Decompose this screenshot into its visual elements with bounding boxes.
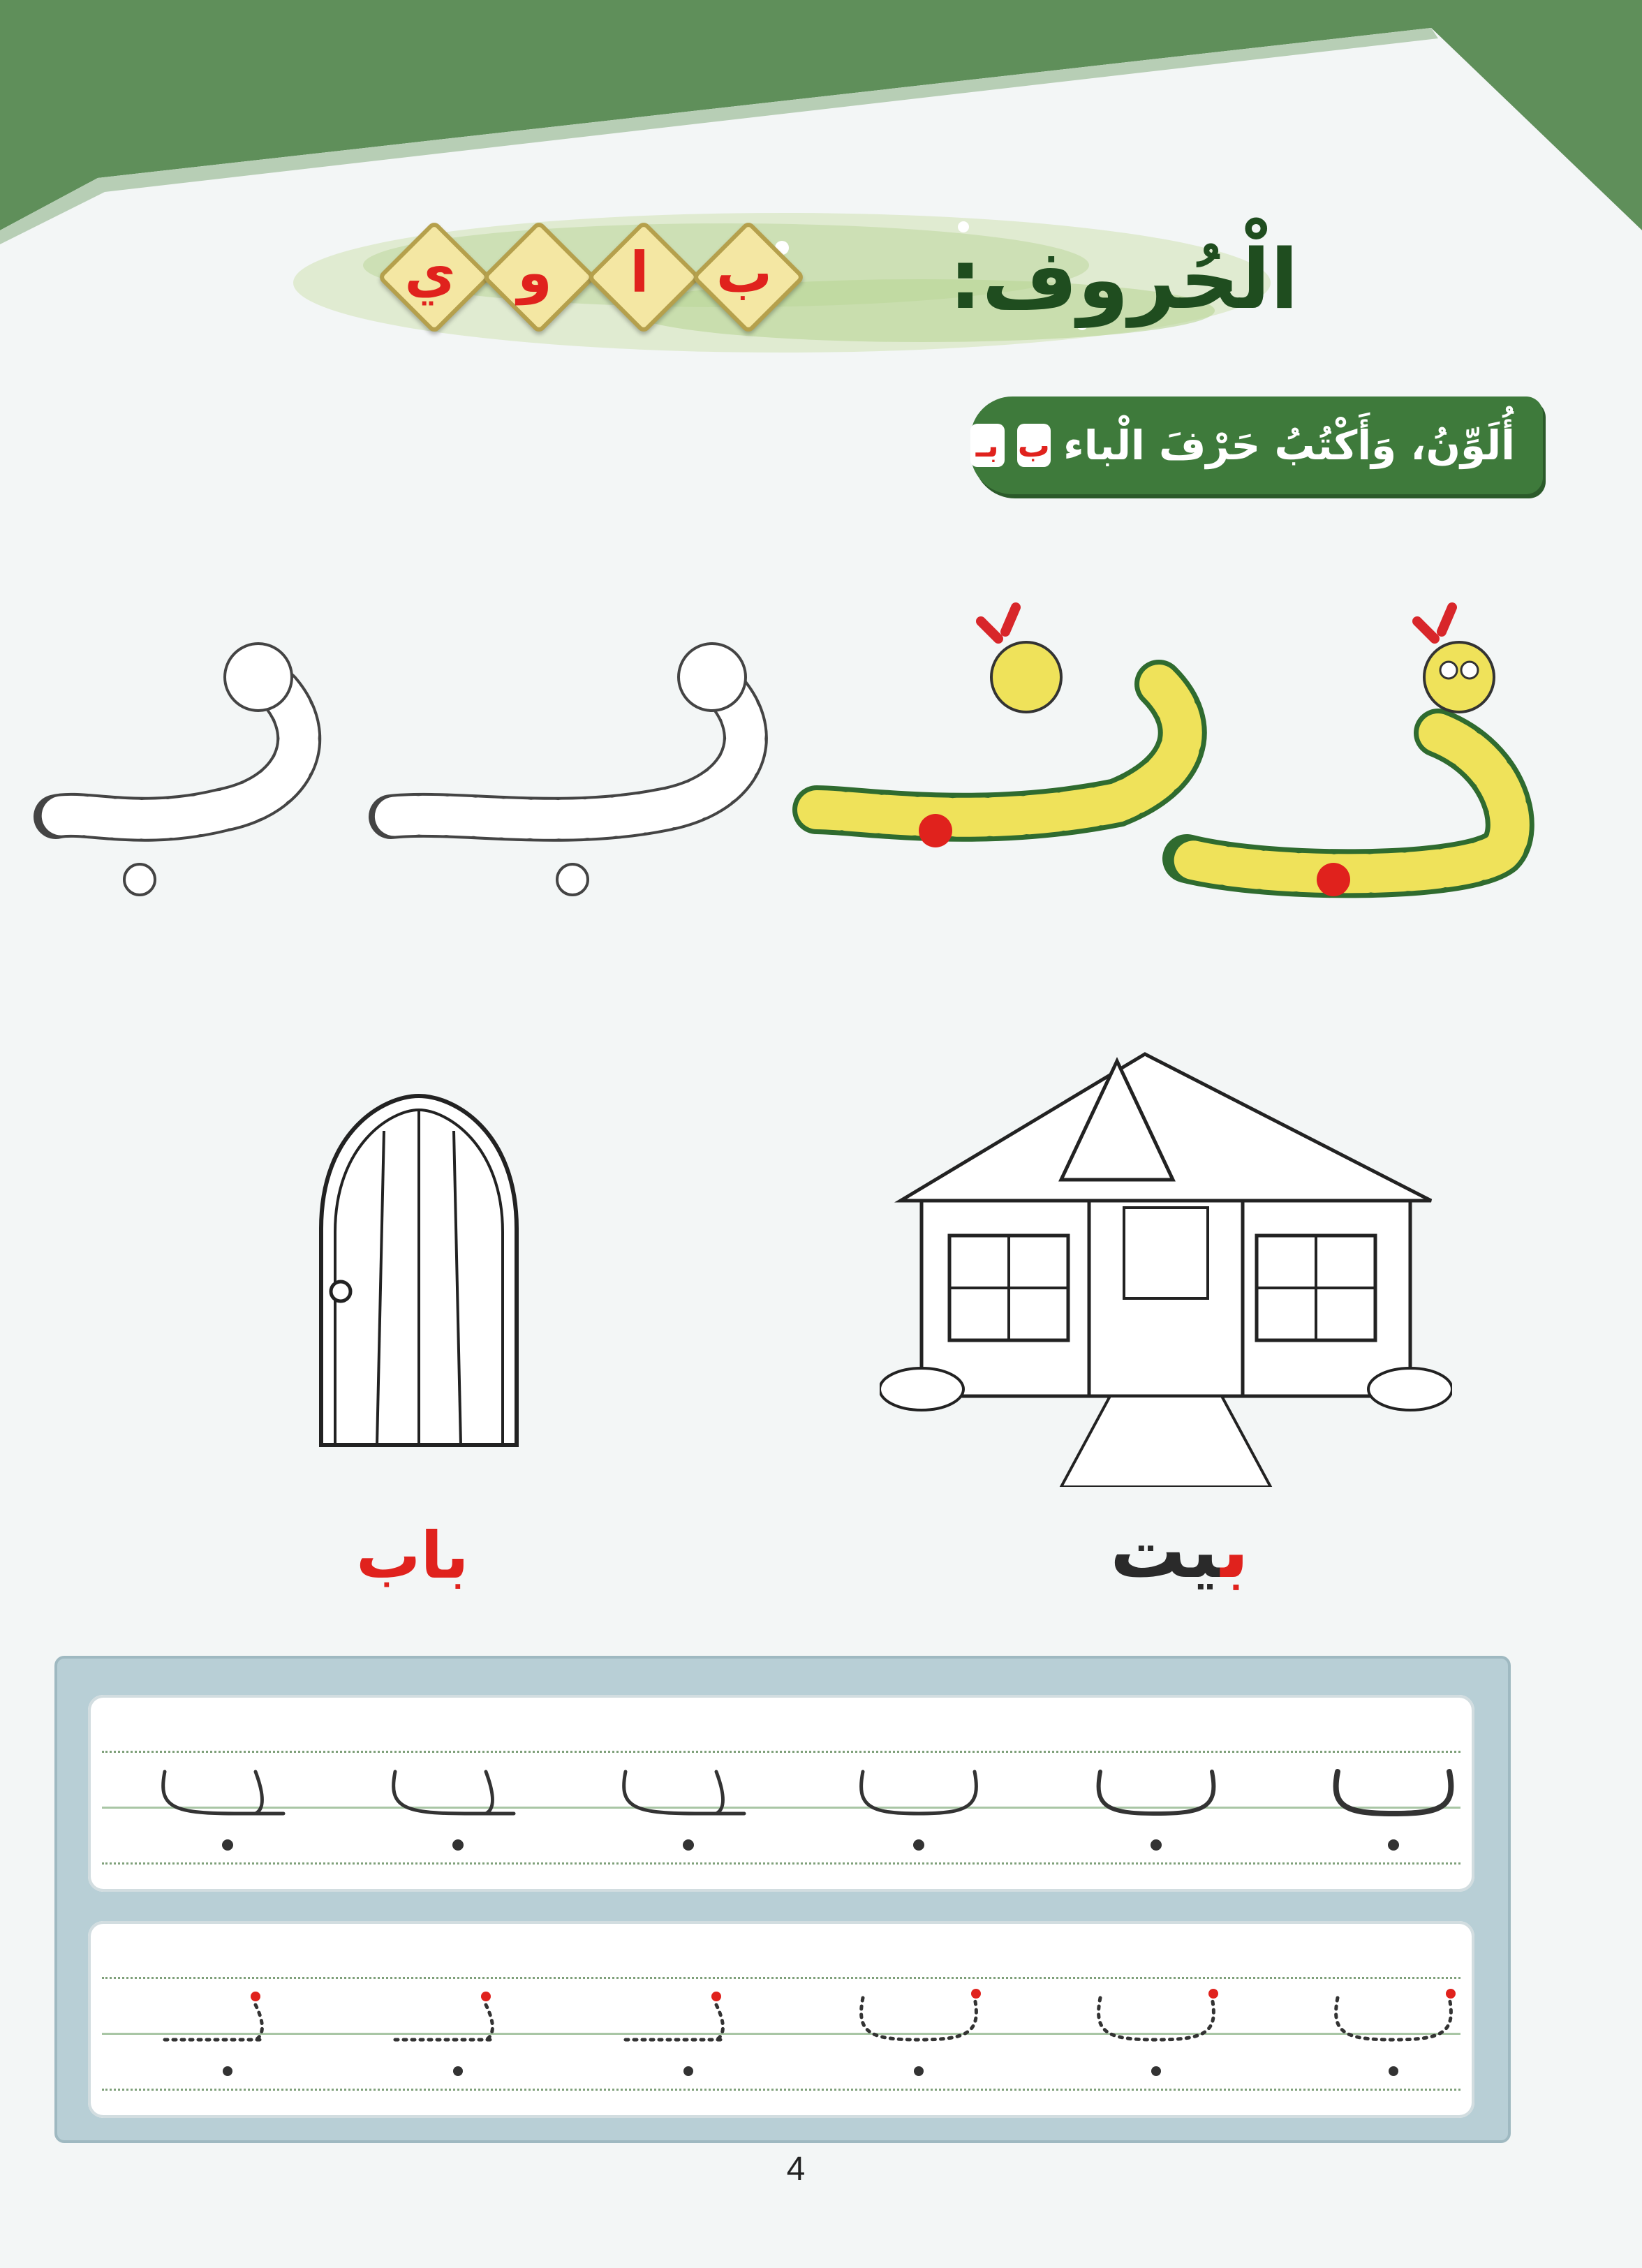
word-first-letter: ب — [1220, 1508, 1249, 1595]
letter-tiles — [384, 227, 790, 332]
outline-caterpillar-icon — [56, 644, 299, 895]
letter-trace-cell — [151, 1695, 290, 1892]
outline-caterpillar-icon — [391, 644, 746, 895]
colored-caterpillar-icon — [1187, 607, 1510, 896]
word-rest: اب — [356, 1518, 445, 1593]
instruction-banner — [970, 396, 1543, 494]
letter-tile: ب — [698, 227, 790, 319]
letter-trace-cell — [849, 1695, 989, 1892]
practice-row-dotted — [88, 1921, 1474, 2118]
word-first-letter: ب — [445, 1518, 469, 1593]
title-banner — [293, 199, 1299, 360]
colored-caterpillar-icon — [817, 607, 1183, 847]
letter-chip-initial: بـ — [970, 424, 1005, 467]
letter-dotted-cell — [1324, 1921, 1463, 2118]
writing-practice-panel — [54, 1656, 1511, 2143]
letter-dotted-cell — [849, 1921, 989, 2118]
door-illustration — [307, 1089, 531, 1459]
page-title — [949, 199, 1299, 360]
caterpillar-letters-illustration — [0, 600, 1642, 949]
letter-trace-cell — [612, 1695, 751, 1892]
title-word: الْحُروف — [982, 231, 1299, 327]
page-number: 4 — [786, 2151, 806, 2188]
word-bait — [1110, 1508, 1249, 1595]
letter-tile: ي — [384, 227, 476, 319]
letter-tile: ا — [593, 227, 686, 319]
instruction-text: أُلَوِّنُ، وَأَكْتُبُ حَرْفَ الْباء — [1063, 422, 1515, 469]
letter-tile: و — [489, 227, 581, 319]
letter-trace-cell — [1324, 1695, 1463, 1892]
word-bab — [356, 1518, 469, 1593]
practice-row-isolated — [88, 1695, 1474, 1892]
letter-chip-isolated: ب — [1017, 424, 1051, 467]
letter-dotted-cell — [151, 1921, 290, 2118]
letter-dotted-cell — [1086, 1921, 1226, 2118]
letter-dotted-cell — [381, 1921, 521, 2118]
house-illustration — [880, 1040, 1452, 1487]
title-colon: : — [949, 231, 982, 327]
word-rest: يت — [1110, 1508, 1221, 1595]
letter-dotted-cell — [612, 1921, 751, 2118]
letter-trace-cell — [1086, 1695, 1226, 1892]
letter-trace-cell — [381, 1695, 521, 1892]
